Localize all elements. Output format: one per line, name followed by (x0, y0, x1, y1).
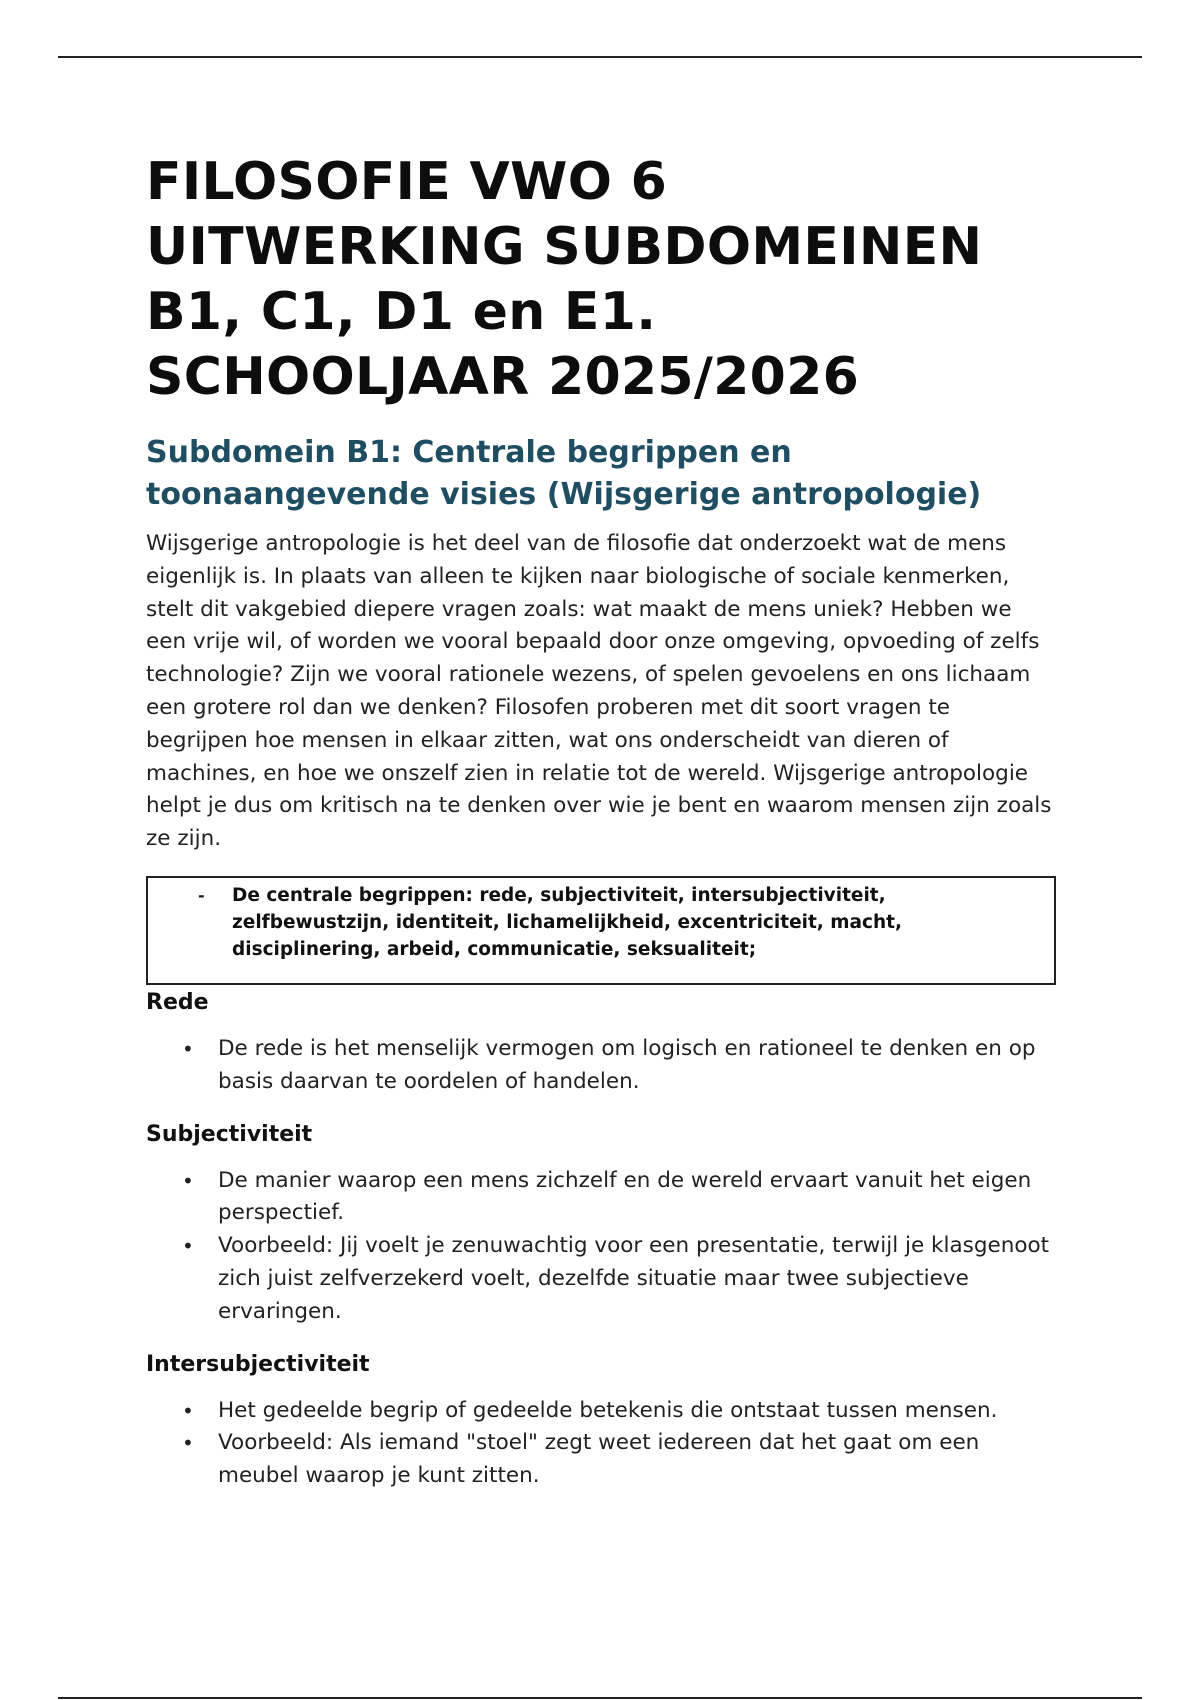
list-item-text: De manier waarop een mens zichzelf en de wereld ervaart vanuit het eigen perspectief. (218, 1167, 1032, 1226)
list-item (146, 1230, 1056, 1328)
list-item (146, 1395, 1056, 1428)
term-heading-rede: Rede (146, 989, 209, 1015)
list-item-text: Voorbeeld: Als iemand "stoel" zegt weet iedereen dat het gaat om een meubel waarop je kunt zitten. (218, 1430, 980, 1489)
term-heading-subjectiviteit: Subjectiviteit (146, 1121, 313, 1147)
bullet-icon: • (182, 1398, 194, 1423)
title-line: SCHOOLJAAR 2025/2026 (146, 347, 860, 407)
term-bullets-rede (146, 1033, 1056, 1099)
dash-marker: - (198, 885, 205, 905)
concept-box (146, 876, 1056, 985)
list-item (146, 1165, 1056, 1231)
document-body (146, 150, 1056, 1493)
list-item (146, 1427, 1056, 1493)
list-item-text: De rede is het menselijk vermogen om logisch en rationeel te denken en op basis daarvan te oordelen of handelen. (218, 1035, 1036, 1094)
list-item (146, 1033, 1056, 1099)
list-item-text: Voorbeeld: Jij voelt je zenuwachtig voor een presentatie, terwijl je klasgenoot zich juist zelfverzekerd voelt, dezelfde situatie maar twee subjectieve ervaringen. (218, 1233, 1050, 1324)
list-item-text: Het gedeelde begrip of gedeelde betekenis die ontstaat tussen mensen. (218, 1397, 998, 1423)
header-rule (58, 56, 1142, 58)
term-bullets-subjectiviteit (146, 1165, 1056, 1329)
title-line: FILOSOFIE VWO 6 (146, 152, 668, 212)
title-line: UITWERKING SUBDOMEINEN (146, 217, 983, 277)
title-line: B1, C1, D1 en E1. (146, 282, 657, 342)
document-title (146, 150, 1056, 410)
footer-rule (58, 1697, 1142, 1699)
intro-paragraph: Wijsgerige antropologie is het deel van de filosofie dat onderzoekt wat de mens eigenlijk is. In plaats van alleen te kijken naar biologische of sociale kenmerken, stelt dit vakgebied diepere vragen zoals: wat maakt de mens uniek? Hebben we een vrije wil, of worden we vooral bepaald door onze omgeving, opvoeding of zelfs technologie? Zijn we vooral rationele wezens, of spelen gevoelens en ons lichaam een grotere rol dan we denken? Filosofen proberen met dit soort vragen te begrijpen hoe mensen in elkaar zitten, wat ons onderscheidt van dieren of machines, en hoe we onszelf zien in relatie tot de wereld. Wijsgerige antropologie helpt je dus om kritisch na te denken over wie je bent en waarom mensen zijn zoals ze zijn. (146, 531, 1052, 852)
bullet-icon: • (182, 1431, 194, 1456)
section-heading: Subdomein B1: Centrale begrippen en toonaangevende visies (Wijsgerige antropologie) (146, 435, 982, 512)
term-bullets-intersubjectiviteit (146, 1395, 1056, 1493)
bullet-icon: • (182, 1234, 194, 1259)
term-heading-intersubjectiviteit: Intersubjectiviteit (146, 1351, 370, 1377)
concept-list-text: De centrale begrippen: rede, subjectiviteit, intersubjectiviteit, zelfbewustzijn, identiteit, lichamelijkheid, excentriciteit, macht, disciplinering, arbeid, communicatie, seksualiteit; (232, 884, 903, 960)
bullet-icon: • (182, 1168, 194, 1193)
concept-row (158, 882, 1044, 963)
bullet-icon: • (182, 1036, 194, 1061)
